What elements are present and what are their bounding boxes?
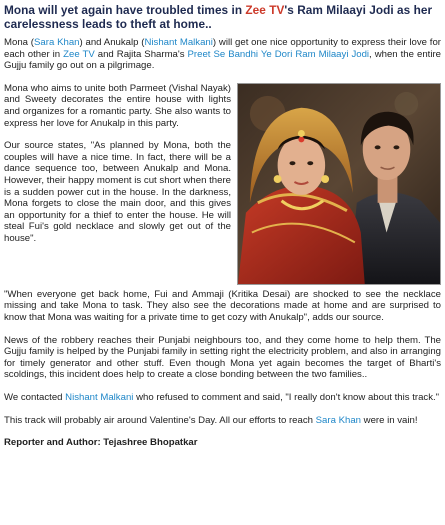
headline-link-zee-tv[interactable]: Zee TV bbox=[245, 3, 285, 17]
paragraph-intro bbox=[4, 37, 441, 72]
link-show-title[interactable]: Preet Se Bandhi Ye Dori Ram Milaayi Jodi bbox=[187, 48, 370, 60]
text-fragment: ) and Anukalp ( bbox=[79, 37, 145, 48]
link-sara-khan[interactable]: Sara Khan bbox=[34, 37, 80, 48]
paragraph-contact bbox=[4, 392, 441, 404]
text-fragment: ) will get one nice opportunity to express their love for each other in bbox=[4, 37, 441, 60]
text-fragment: were in vain! bbox=[361, 414, 418, 426]
link-nishant-malkani[interactable]: Nishant Malkani bbox=[65, 391, 134, 403]
article-photo bbox=[237, 83, 441, 285]
paragraph-neighbours: News of the robbery reaches their Punjabi neighbours too, and they come home to help them. The Gujju family is helped by the Punjabi family in setting right the electricity problem, and also in arranging for timely generator and other stuff. Even though Mona yet again becomes the target of Bharti's scoldings, this incident does help to create a close bonding between the two families.. bbox=[4, 334, 441, 381]
text-fragment: , when the entire Gujju family go out on a pilgrimage. bbox=[4, 48, 441, 72]
paragraph-party: Mona who aims to unite both Parmeet (Vishal Nayak) and Sweety decorates the entire house with lights and organizes for a romantic party. She also wants to express her love for Anukalp in this party. bbox=[4, 82, 231, 129]
text-fragment: and Rajita Sharma's bbox=[94, 48, 188, 60]
link-zee-tv[interactable]: Zee TV bbox=[63, 48, 95, 60]
paragraph-air-date bbox=[4, 415, 441, 427]
text-fragment: This track will probably air around Valentine's Day. All our efforts to reach bbox=[4, 414, 316, 426]
article-headline bbox=[4, 3, 441, 31]
text-fragment: We contacted bbox=[4, 391, 66, 403]
text-fragment: who refused to comment and said, "I really don't know about this track." bbox=[133, 391, 440, 403]
link-sara-khan[interactable]: Sara Khan bbox=[315, 414, 361, 426]
headline-text-1: Mona will yet again have troubled times in bbox=[4, 3, 246, 17]
paragraph-source-quote: Our source states, "As planned by Mona, both the couples will have a nice time. In fact, there will be a dance sequence too, between Anukalp and Mona. However, their happy moment is cut short when there is a sudden power cut in the house. In the darkness, Mona forgets to close the main door, and this gives an opportunity for a thief to enter the house. He will steal Fui's gold necklace and slowly get out of the house". bbox=[4, 140, 231, 244]
paragraph-theft: "When everyone get back home, Fui and Ammaji (Kritika Desai) are shocked to see the necklace missing and take Mona to task. They also see the decorations made at home and are surprised to know that Mona was waiting for a private time to get cozy with Anukalp", adds our source. bbox=[4, 288, 441, 323]
byline: Reporter and Author: Tejashree Bhopatkar bbox=[4, 437, 198, 449]
text-fragment: Mona ( bbox=[4, 37, 35, 48]
link-nishant-malkani[interactable]: Nishant Malkani bbox=[144, 37, 213, 48]
headline-text-2: 's Ram Milaayi Jodi as her carelessness leads to theft at home.. bbox=[4, 3, 433, 31]
